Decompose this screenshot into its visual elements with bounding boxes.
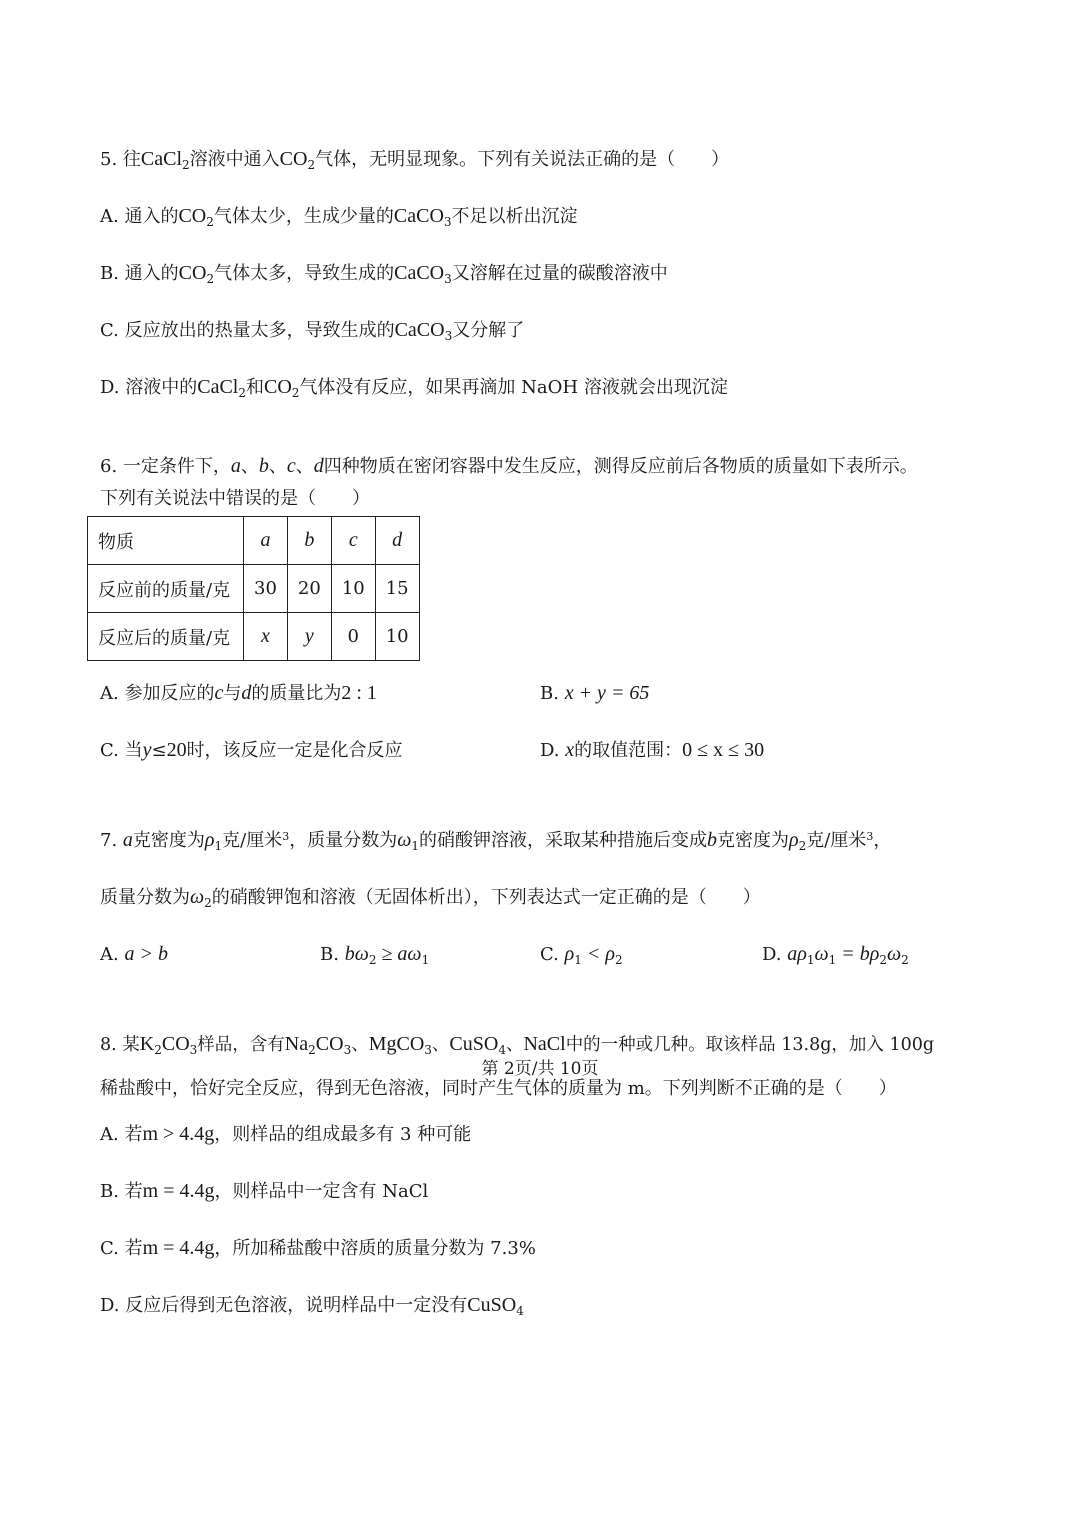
q8-stem-line1: 8. 某$K_2CO_3$样品，含有$Na_2CO_3$、MgCO$_3$、CuSO$_4$、NaCl中的一种或几种。取该样品 13.8g，加入 100g bbox=[100, 1033, 935, 1057]
table-cell: 20 bbox=[287, 565, 331, 613]
q6-option-c: C. 当y≤20时，该反应一定是化合反应 bbox=[100, 739, 403, 761]
page-footer: 第 2页/共 10页 bbox=[481, 1059, 599, 1079]
table-cell: c bbox=[331, 517, 375, 565]
table-row bbox=[88, 613, 420, 661]
table-cell: 反应后的质量/克 bbox=[88, 613, 244, 661]
table-cell: b bbox=[287, 517, 331, 565]
q6-option-b: B. x + y = 65 bbox=[540, 682, 650, 704]
q7-stem-line2: 质量分数为$\omega_2$的硝酸钾饱和溶液（无固体析出），下列表达式一定正确的是（ ） bbox=[100, 886, 761, 910]
q5-option-a: A. 通入的$CO_2$气体太少，生成少量的CaCO$_3$不足以析出沉淀 bbox=[100, 205, 578, 229]
q7-option-c: C. $\rho_1 < \rho_2$ bbox=[540, 943, 623, 967]
q7-option-a: A. a > b bbox=[100, 943, 168, 965]
q7-option-b: B. $b\omega_2 \ge a\omega_1$ bbox=[320, 943, 430, 967]
table-cell: x bbox=[244, 613, 288, 661]
q6-mass-table bbox=[87, 516, 420, 661]
table-cell: 物质 bbox=[88, 517, 244, 565]
q8-option-d: D. 反应后得到无色溶液，说明样品中一定没有CuSO$_4$ bbox=[100, 1294, 524, 1318]
q8-stem-line2: 稀盐酸中，恰好完全反应，得到无色溶液，同时产生气体的质量为 m。下列判断不正确的是（ ） bbox=[100, 1078, 897, 1099]
q6-stem-line2: 下列有关说法中错误的是（ ） bbox=[100, 488, 370, 509]
q5-option-d: D. 溶液中的CaCl$_2$和$CO_2$气体没有反应，如果再滴加 NaOH 溶液就会出现沉淀 bbox=[100, 376, 728, 400]
table-cell: y bbox=[287, 613, 331, 661]
q6-option-d: D. x的取值范围：0 ≤ x ≤ 30 bbox=[540, 739, 765, 761]
table-cell: a bbox=[244, 517, 288, 565]
q6-option-a: A. 参加反应的c与d的质量比为2 : 1 bbox=[100, 682, 377, 704]
q8-option-a: A. 若m > 4.4g，则样品的组成最多有 3 种可能 bbox=[100, 1123, 472, 1145]
table-cell: 反应前的质量/克 bbox=[88, 565, 244, 613]
q7-stem-line1: 7. a克密度为$\rho_1$克/厘米$^3$，质量分数为$\omega_1$的硝酸钾溶液，采取某种措施后变成b克密度为$\rho_2$克/厘米$^3$， bbox=[100, 829, 892, 853]
table-cell: 10 bbox=[375, 613, 419, 661]
table-row bbox=[88, 565, 420, 613]
table-cell: 15 bbox=[375, 565, 419, 613]
q5-stem: 5. 往CaCl$_2$溶液中通入$CO_2$气体，无明显现象。下列有关说法正确的是（ ） bbox=[100, 148, 730, 172]
q6-stem-line1: 6. 一定条件下，a、b、c、d四种物质在密闭容器中发生反应，测得反应前后各物质的质量如下表所示。 bbox=[100, 455, 918, 477]
table-header-row bbox=[88, 517, 420, 565]
q8-option-c: C. 若m = 4.4g，所加稀盐酸中溶质的质量分数为 7.3% bbox=[100, 1237, 536, 1259]
q8-option-b: B. 若m = 4.4g，则样品中一定含有 NaCl bbox=[100, 1180, 429, 1202]
q5-option-b: B. 通入的$CO_2$气体太多，导致生成的CaCO$_3$又溶解在过量的碳酸溶液中 bbox=[100, 262, 668, 286]
q7-option-d: D. $a\rho_1\omega_1 = b\rho_2\omega_2$ bbox=[762, 943, 909, 967]
table-cell: 30 bbox=[244, 565, 288, 613]
table-cell: 10 bbox=[331, 565, 375, 613]
table-cell: d bbox=[375, 517, 419, 565]
q5-option-c: C. 反应放出的热量太多，导致生成的CaCO$_3$又分解了 bbox=[100, 319, 525, 343]
table-cell: 0 bbox=[331, 613, 375, 661]
